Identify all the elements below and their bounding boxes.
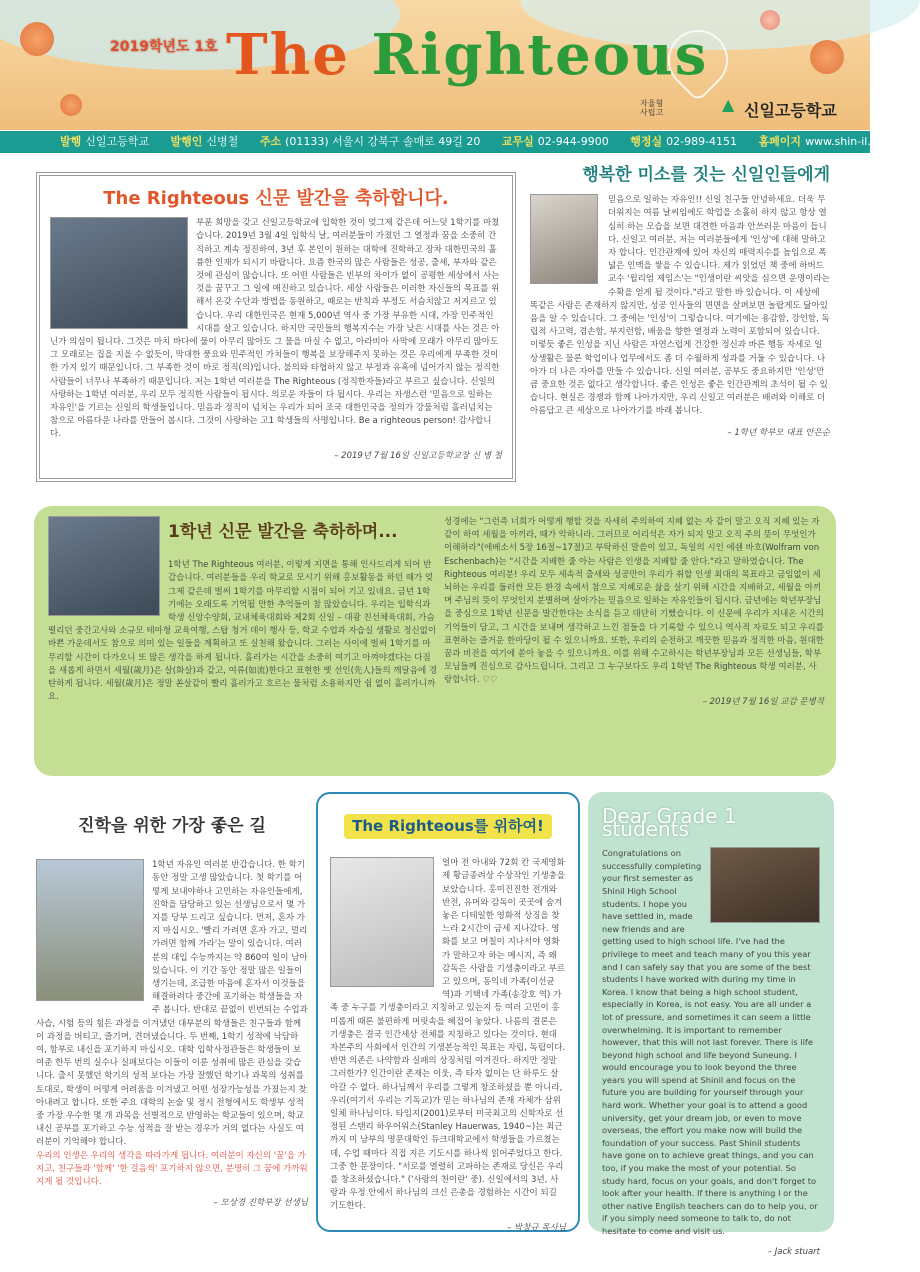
shell-icon [20,22,54,56]
article-signature: – 모상경 진학부장 선생님 [213,1198,308,1209]
starfish-icon [760,10,780,30]
article-column [48,516,438,766]
english-teacher-article [588,792,834,1257]
article-signature: – 2019년 7월 16일 신일고등학교장 신 병 철 [334,450,502,461]
homepage-link[interactable]: www.shin-il.hs.kr [805,135,898,148]
principal-article [36,172,516,482]
article-highlight: 우리의 인생은 우리의 생각을 따라가게 됩니다. 여러분이 자신의 '꿈'을 가지고, 친구들과 '함께' '한 걸음씩' 포기하지 않으면, 분명히 그 꿈에 가까워지게 될 것입니다. [36,1150,308,1188]
students-photo [710,847,820,923]
parent-article [530,165,830,490]
publication-info-bar: 발행 신일고등학교 발행인 신병철 주소 (01133) 서울시 강북구 솔매로 49길 20 교무실 02-944-9900 행정실 02-989-4151 홈페이지 www.shin-il.hs.kr [0,131,870,153]
article-signature: – 박창규 목사님 [507,1222,566,1233]
pastor-article [316,792,580,1232]
school-name: 신일고등학교 [744,101,837,120]
article-body: Congratulations on successfully completing your first semester as Shinil High School students. I hope you have settled in, made new friends and are getting used to high school life. I've had the privilege to meet and teach many of you this year and I can safely say that you are some of the best students I have worked with during my time in Korea. I know that being a high school student, especially in Korea, is not easy. You are all under a lot of pressure, and sometimes it can seem a little overwhelming. It is important to remember however, that this will not last forever. There is life beyond high school and life beyond Suneung. I would encourage you to look beyond the three years you will spend at Shinil and focus on the future you are building for yourself through your hard work. Whether your goal is to attend a good university, get your dream job, or even to move overseas, the effort you make now will build the foundation of your success. Past Shinil students have gone on to achieve great things, and you can too, if you make the most of your potential. So study hard, focus on your goals, and don't forget to look after your health. If there is anything I or the other native English teachers can do to help you, or if you simply need someone to talk to, do not hesitate to come and visit us. [602,848,818,1236]
article-body: 성경에는 "그런즉 너희가 어떻게 행할 것을 자세히 주의하여 지혜 없는 자 같이 말고 오직 지혜 있는 자 같이 하여 세월을 아끼라, 때가 악하니라. 그러므로 어리석은 자가 되지 말고 오직 주의 뜻이 무엇인가 이해하라"(에베소서 5장 16절~17절)고 부탁하신 말씀이 있고, 독일의 시인 에쉔 바흐(Wolfram von Eschenbach)는 "시간을 지배한 줄 아는 사람은 인생을 지배할 줄 안다."라고 말하였습니다. The Righteous 여러분! 우리 모두 세속적 출세와 성공만이 우리가 취할 인생 최대의 목표라고 금임없이 세뇌하는 우리를 둘러싼 모든 환경 속에서 참으로 지혜로운 삶을 살기 위해 시간을 지배하고, 세월을 아끼며 주님의 뜻이 무엇인지 분별하며 살아가는 믿음으로 일하는 자유인들이 됩시다. 금년에는 학년부장님을 중심으로 1학년 신문을 발간한다는 소식을 듣고 대단히 기뻤습니다. 이 신문에 우리가 지내온 시간의 기억들이 담고, 그 시간을 보내며 생각하고 느낀 점들을 다 기록할 수 있으니 역사적 자료도 되고 우리를 표현하는 즐거운 한마당이 될 수 있으니까요. 또한, 우리의 순전하고 깨끗한 믿음과 정직한 마음, 원대한 꿈과 비전을 여기에 쏟아 놓을 수 있으니까요. 이를 위해 수고하시는 학년부장님과 모든 선생님들, 학부모님들께 진심으로 감사드립니다. 그리고 그 누구보다도 우리 1학년 The Righteous 학생 여러분, 사랑합니다. ♡♡ [444,517,824,686]
article-title: The Righteous 신문 발간을 축하합니다. [103,188,449,209]
principal-photo [50,217,188,329]
shell-icon [60,94,82,116]
article-body: 얼마 전 아내와 72회 칸 국제영화제 황금종려상 수상작인 기생충을 보았습니다. 홍미진진한 전개와 반전, 유머와 감독이 곳곳에 숨겨놓은 디테일한 영화적 상징을 찾느라 2시간이 금세 지나갔다. 영화를 보고 며칠이 지나서야 영화가 말하고자 하는 메시지, 즉 왜 감독은 사람을 기생충이라고 부르고 있으며, 동익네 가족(이선균 역)과 기택네 가족(송강호 역) 가족 중 누구를 기생충이라고 지칭하고 있는지 등 여러 고민이 홍미롭게 때론 불편하게 머릿속을 헤집어 놓았다. 나름의 결론은 기생충은 결국 인간세상 전체를 지칭하고 있다는 것이다. 현대 자본주의 사회에서 인간의 기생본능적인 목표는 자립, 독립이다. 반면 의존은 나약함과 실패의 상징처럼 여겨진다. 하지만 정말 그러한가? 인간이란 존재는 이웃, 즉 타자 없이는 단 하루도 살아갈 수 없다. 하나님께서 우리를 그렇게 창조하셨을 뿐 아니라, 우리(여기서 우리는 기독교)가 믿는 하나님의 존재 자체가 삼위일체 하나님이다. 타임지(2001)로부터 미국최고의 신학자로 선정된 스탠리 하우어워스(Stanley Hauerwas, 1940~)는 최근까지 미 남부의 명문대학인 듀크대학교에서 학생들을 가르쳤는데, 수업 때마다 직접 지은 기도시를 하나씩 읽어주었다고 한다. 그중 한 문장이다. "서로를 열렬히 고파하는 존재로 당신은 우리를 창조하셨습니다." ('사랑의 천이란' 중). 신일에서의 3년, 사랑과 우정 안에서 하나님의 크신 은총을 경험하는 시간이 되길 기도한다. [330,858,566,1212]
vice-principal-article [34,506,836,776]
article-body: 1학년 The Righteous 여러분, 이렇게 지면을 통해 인사드리게 되어 반갑습니다. 여러분들을 우리 학교로 모시기 위해 홍보활동을 하던 때가 엊그제 같은데 벌써 1학기를 마무리할 시점이 되어 기고 있네요. 금년 1학기에는 오래도록 기억될 만한 추억들이 참 많았습니다. 우리는 입학식과 학생 신앙수양회, 교내체육대회와 제2회 신일 – 대광 친선체육대회, 가슴 떨리던 중간고사와 소규모 테마형 교육여행, 스탑 청거 데이 행사 등, 학교 수업과 자습실 생활로 정신없이 바쁜 가운데서도 참으로 의미 있는 일들을 계획하고 또 실천해 왔습니다. 그러는 사이에 벌써 1학기를 마무리할 시간이 다가오니 또 많은 생각을 하게 됩니다. 흘러가는 시간을 소중히 여기고 아껴야겠다는 다짐을 새롭게 하면서 세월(歲月)은 살(화살)과 같고, 여류(如流)한다고 표현한 옛 선인(先人)들의 깨달음에 경탄하게 됩니다. 세월(歲月)은 정말 쏜살같이 빨리 흘러가고 흐르는 물처럼 소용하지만 쉼 없이 흘러가니까요. [48,560,438,703]
article-title: 1학년 신문 발간을 축하하며... [168,522,398,542]
parent-photo [530,194,598,284]
school-type: 자율형 사립고 [640,99,664,117]
vice-principal-photo [48,516,160,616]
college-prep-article [36,810,308,1240]
article-body: 믿음으로 일하는 자유인!! 신일 친구들 안녕하세요. 더욱 무더워지는 여름 날씨임에도 학업을 소홀히 하지 않고 항상 열심히 하는 모습을 보면 대견한 마음과 안쓰러운 마음이 듭니다. 신일고 여러분, 저는 여러분들에게 '인성'에 대해 말하고자 합니다. 인간관계에 있어 자신의 매력지수를 높임으로 폭넓은 인맥을 쌓을 수 있습니다. 제가 읽었던 책 중에 하버드 교수 '윌리엄 제임스'는 "인생이란 씨앗을 심으면 운명이라는 수확을 얻게 될 것이다."라고 말한 바 있습니다. 이 세상에 똑같은 사람은 존재하지 않지만, 성공 인사들의 면면을 살펴보면 놀랍게도 닮아있음을 알 수 있습니다. 그 중에는 '인성'이 그렇습니다. 여기에는 용감함, 강인함, 독립적 사고력, 겸손함, 부지런함, 배움을 향한 열정과 노력이 포함되어 있습니다. 이렇듯 좋은 인성을 지닌 사람은 자연스럽게 건강한 정신과 바른 행동 자세로 일상생활은 물론 학업이나 업무에서도 좀 더 수월하게 성과를 거둘 수 있습니다. 나아가 더 나은 자아를 만들 수 있습니다. 신일 여러분, 공부도 중요하지만 '인성'만큼 중요한 것은 없다고 생각합니다. 좋은 인성은 좋은 인간관계의 초석이 될 수 있습니다. 현실은 경쟁과 함께 나아가지만, 우리 신일고 여러분은 배려와 이해로 더 아름답고 큰 세상으로 나아가기를 바래 봅니다. [530,195,830,417]
article-title: 진학을 위한 가장 좋은 길 [78,816,266,836]
school-logo-icon: ▲ [722,95,735,114]
shell-icon [810,40,844,74]
newspaper-title: The Righteous [226,22,709,88]
article-signature: – 2019년 7월 16일 교감 문병직 [702,696,824,707]
article-title: Dear Grade 1 students [602,804,737,841]
pastor-photo [330,857,434,987]
issue-label: 2019학년도 1호 [110,39,218,55]
article-title: The Righteous를 위하여! [344,814,552,839]
article-title: 행복한 미소를 짓는 신일인들에게 [582,165,830,185]
article-signature: – Jack stuart [767,1246,820,1257]
article-column [444,516,824,766]
article-signature: – 1학년 학부모 대표 안은순 [727,427,830,438]
teacher-photo [36,859,144,1001]
masthead [0,0,870,130]
article-body: 부푼 희망을 갖고 신일고등학교에 입학한 것이 엊그제 같은데 어느덧 1학기를 마쳤습니다. 2019년 3월 4일 입학식 날, 여러분들이 가졌던 그 열정과 꿈을 소중히 간직하고 계속 정진하여, 3년 후 본인이 원하는 대학에 진학하고 장차 대한민국의 훌륭한 인재가 되시기 바랍니다. 요즘 한국의 많은 사람들은 성공, 출세, 부자와 같은 것에 관심이 많습니다. 또 어떤 사람들은 빈부의 차이가 없이 공평한 세상에서 사는 것을 꿈꾸고 그 일에 매진하고 있습니다. 세상 사람들은 이러한 자신들의 목표를 위해서 온갖 수단과 방법을 동원하고, 때로는 반칙과 부정도 서슴치않고 저지르고 있습니다. 우리 대한민국은 현재 5,000년 역사 중 가장 부유한 시대, 가장 민주적인 시대를 살고 있습니다. 하지만 국민들의 행복지수는 가장 낮은 시대를 사는 것은 아닌가 의심이 됩니다. 그것은 마치 바다에 물이 아무리 많아도 그 물을 마실 수 없고, 아라비아 사막에 모래가 아무리 많아도 그 모래로는 집을 지을 수 없듯이, 막대한 풍요와 민주적인 가치들이 행복을 보장해주지 못하는 것은 우리에게 부족한 것이 한 가지 있기 때문입니다. 그 부족한 것이 바로 정직(의)입니다. 불의와 타협하지 않고 부정과 유혹에 넘어가지 않는 정직한 사람들이 너무나 부족하기 때문입니다. 저는 1학년 여러분을 The Righteous (정직한자들)라고 부르고 싶습니다. 신일의 사랑하는 1학년 여러분, 우리 모두 정직한 사람들이 됩시다. 의로운 자들이 다 됩시다. 우리는 자생스런 '믿음으로 일하는 자유인'을 기르는 신일의 학생들입니다. 믿음과 정직이 넘치는 우리가 되어 조국 대한민국을 정의가 강물처럼 흘러넘치는 참으로 아름다운 나라를 만들어 봅시다. 그것이 사랑하는 고1 학생들의 사명입니다. Be a righteous person! 감사합니다. [50,218,500,440]
article-body: 1학년 자유인 여러분 반갑습니다. 한 학기 동안 정말 고생 많았습니다. 첫 학기를 어떻게 보내야하나 고민하는 자유인들에게, 진학을 담당하고 있는 선생님으로서 몇 가지를 당부 드리고 싶습니다. 먼저, 혼자 가지 마십시오. '빨리 가려면 혼자 가고, 멀리 가려면 함께 가라'는 말이 있습니다. 여러분의 대입 수능까지는 약 860여 일이 남아 있습니다. 이 기간 동안 정말 많은 일들이 생기는데, 조급한 마음에 혼자서 이것들을 해결하려다 중간에 포기하는 학생들을 자주 봅니다. 반대로 끝없이 빈번되는 수업과 사습, 시험 등의 힘든 과정을 이겨냈던 대부분의 학생들은 친구들과 함께 이 과정을 버티고, 즐기며, 견뎌냈습니다. 두 번째, 1학기 성적에 낙담하여, 함부로 내신을 포기하지 마십시오. 대학 입학사정관들은 학생들이 보여준 한두 번의 실수나 실패보다는 이들이 이룬 성취에 많은 관심을 갖습니다. 출시 못했던 학기의 성적 보다는 가장 잘했던 학기나 과목의 성취를 토대로, 학생이 어떻게 어려움을 이겨냈고 어떤 성장가능성을 가졌는지 찾아내려고 합니다. 또한 주요 대학의 논술 및 정시 전형에서도 학생부 성적 중 가장 우수한 몇 개 과목을 선별적으로 반영하는 학교들이 있으며, 학교 내신 공부를 포기하고 수능 성적을 잘 받는 경우가 거의 없다는 사실도 여러분이 기억해야 합니다. [36,860,308,1148]
